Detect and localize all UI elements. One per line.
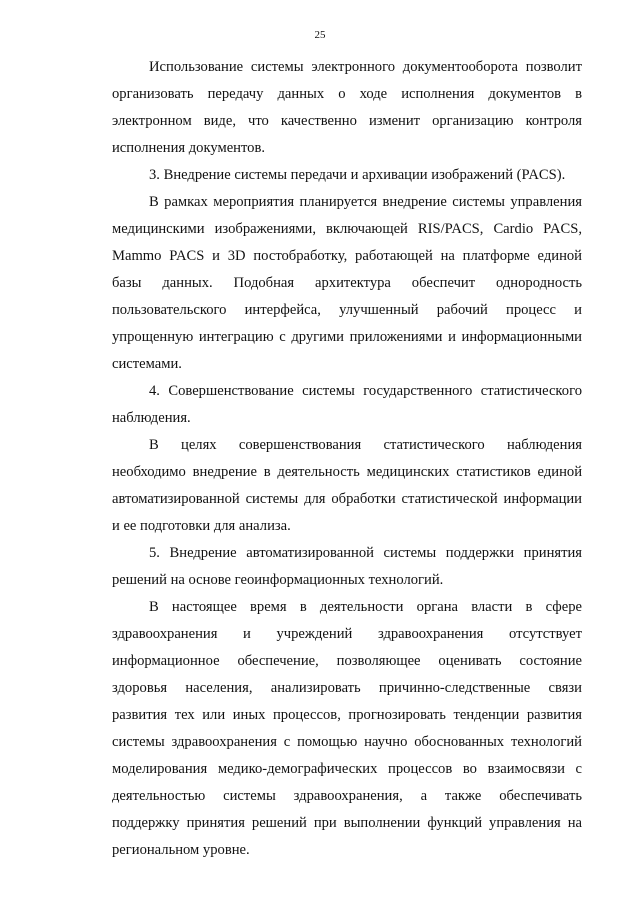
paragraph-edms: Использование системы электронного документооборота позволит организовать передачу данных о ходе исполнения документов в электронном виде, что качественно изменит организацию контроля исполнения документов. [112,59,582,156]
paragraph-heading-gis: 5. Внедрение автоматизированной системы поддержки принятия решений на основе геоинформационных технологий. [112,545,582,588]
page-number: 25 [314,29,326,41]
paragraph-pacs-description: В рамках мероприятия планируется внедрение системы управления медицинскими изображениями, включающей RIS/PACS, Cardio PACS, Mammo PACS и 3D постобработку, работающей на платформе единой базы данных. Подобная архитектура обеспечит однородность пользовательского интерфейса, улучшенный рабочий процесс и упрощенную интеграцию с другими приложениями и информационными системами. [112,194,582,372]
paragraph-heading-pacs: 3. Внедрение системы передачи и архивации изображений (PACS). [149,167,566,183]
paragraph-heading-statistics: 4. Совершенствование системы государственного статистического наблюдения. [112,383,582,426]
paragraph-gis-description: В настоящее время в деятельности органа власти в сфере здравоохранения и учреждений здравоохранения отсутствует информационное обеспечение, позволяющее оценивать состояние здоровья населения, анализировать причинно-следственные связи развития тех или иных процессов, прогнозировать тенденции развития системы здравоохранения с помощью научно обоснованных технологий моделирования медико-демографических процессов во взаимосвязи с деятельностью системы здравоохранения, а также обеспечивать поддержку принятия решений при выполнении функций управления на региональном уровне. [112,599,582,858]
paragraph-statistics-description: В целях совершенствования статистического наблюдения необходимо внедрение в деятельность медицинских статистиков единой автоматизированной системы для обработки статистической информации и ее подготовки для анализа. [112,437,582,534]
